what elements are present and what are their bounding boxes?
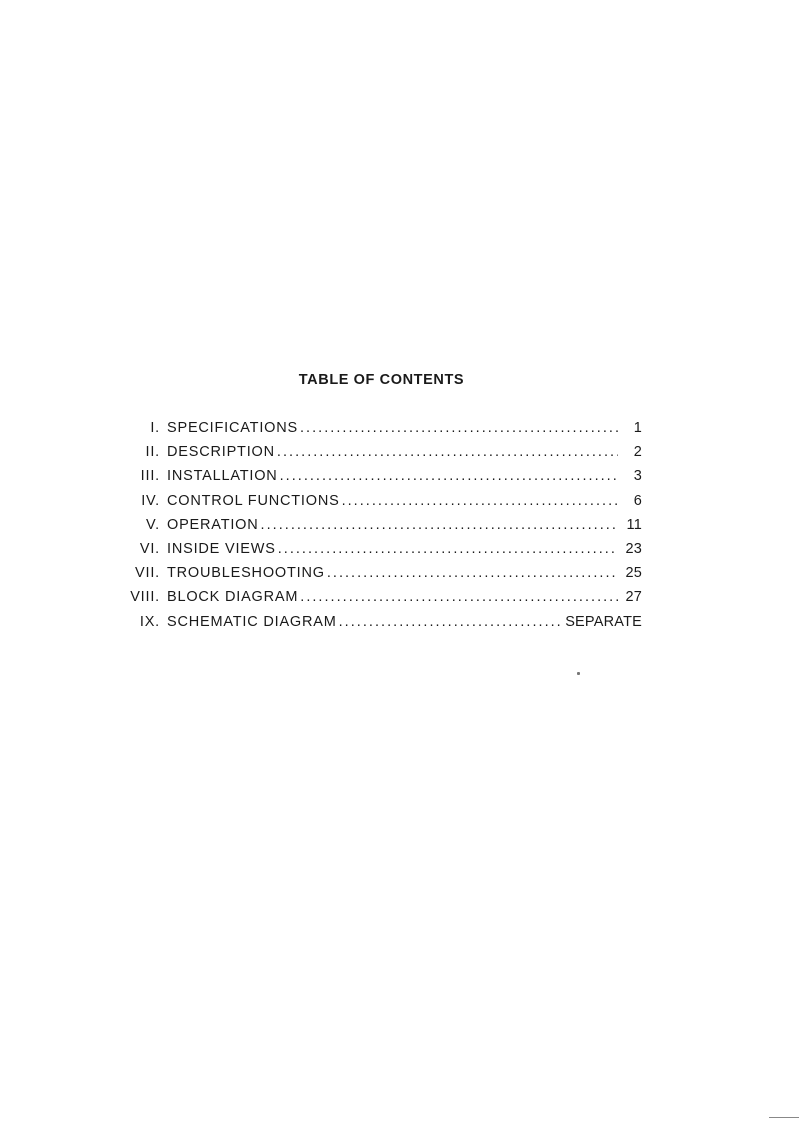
toc-entry-page: 2 — [633, 444, 642, 461]
paper-speck — [577, 672, 580, 675]
toc-leader-dots — [300, 420, 618, 436]
toc-entry-label: SCHEMATIC DIAGRAM — [167, 613, 337, 630]
toc-entry — [112, 541, 642, 565]
toc-entry-number: III. — [140, 468, 160, 485]
toc-entry-number: VIII. — [130, 589, 160, 606]
toc-entry-number: VII. — [135, 565, 160, 582]
toc-entry-page: SEPARATE — [565, 613, 642, 630]
toc-leader-dots — [280, 468, 618, 484]
toc-entry-number: V. — [146, 516, 160, 533]
toc-entry — [112, 565, 642, 589]
toc-entry — [112, 589, 642, 613]
toc-entry-page: 3 — [633, 468, 642, 485]
toc-leader-dots — [261, 517, 618, 533]
toc-leader-dots — [327, 565, 618, 581]
toc-entry-page: 6 — [633, 492, 642, 509]
toc-leader-dots — [278, 541, 618, 557]
toc-entry-label: SPECIFICATIONS — [167, 420, 298, 436]
toc-entry — [112, 517, 642, 541]
toc-entry-label: OPERATION — [167, 516, 259, 533]
toc-entry — [112, 493, 642, 517]
toc-entry-number: I. — [150, 420, 160, 436]
toc-entry-page: 11 — [626, 516, 642, 533]
toc-entry-page: 23 — [625, 540, 642, 557]
toc-list — [112, 420, 642, 638]
toc-entry-number: IX. — [139, 613, 160, 630]
toc-entry-number: VI. — [139, 540, 160, 557]
toc-title: TABLE OF CONTENTS — [298, 372, 465, 388]
toc-entry — [112, 614, 642, 638]
toc-entry-label: TROUBLESHOOTING — [167, 565, 325, 582]
toc-entry-label: DESCRIPTION — [167, 444, 275, 461]
toc-leader-dots — [339, 614, 562, 630]
toc-entry-number: IV. — [141, 492, 160, 509]
toc-entry-page: 1 — [633, 420, 642, 436]
toc-entry-label: INSIDE VIEWS — [167, 540, 276, 557]
toc-leader-dots — [277, 444, 618, 460]
toc-entry-label: CONTROL FUNCTIONS — [167, 492, 340, 509]
toc-entry — [112, 444, 642, 468]
toc-entry-page: 27 — [625, 589, 642, 606]
toc-entry-label: INSTALLATION — [167, 468, 278, 485]
scan-edge-mark — [769, 1117, 799, 1118]
toc-entry-label: BLOCK DIAGRAM — [167, 589, 299, 606]
toc-entry-page: 25 — [625, 565, 642, 582]
toc-entry-number: II. — [145, 444, 160, 461]
toc-entry — [112, 420, 642, 444]
toc-leader-dots — [342, 493, 618, 509]
toc-entry — [112, 468, 642, 492]
toc-leader-dots — [300, 589, 618, 605]
